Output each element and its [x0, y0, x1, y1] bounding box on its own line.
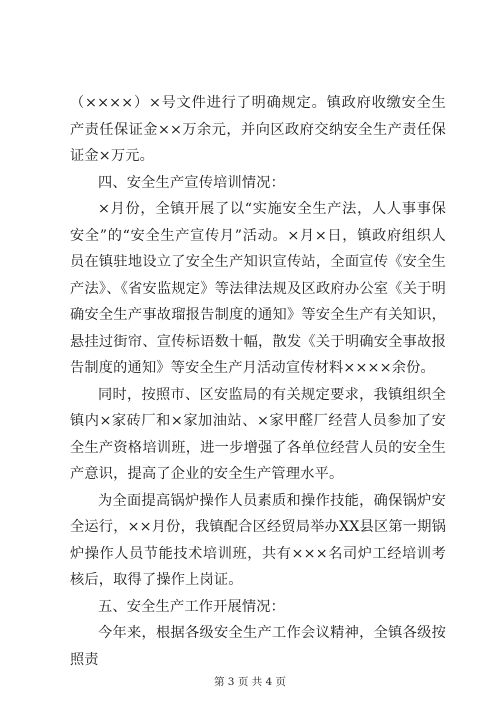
- section-heading-publicity-training: 四、安全生产宣传培训情况：: [98, 174, 286, 191]
- paragraph-safety-month: ×月份，全镇开展了以“实施安全生产法，人人事事保安全”的“安全生产宣传月”活动。×月×日，镇政府组织人员在镇驻地设立了安全生产知识宣传站，全面宣传《安全生产法》、《省安监规定》等法律法规及区政府办公室《关于明确安全生产事故瑠报告制度的通知》等安全生产有关知识，悬挂过街帘、宣传标语数十幅，散发《关于明确安全事故报告制度的通知》等安全生产月活动宣传材料××××余份。: [70, 201, 446, 376]
- paragraph-fee-collection: （××××）×号文件进行了明确规定。镇政府收缴安全生产责任保证金××万余元，并向区政府交纳安全生产责任保证金×万元。: [70, 95, 446, 164]
- page-number-footer: 第 3 页 共 4 页: [213, 676, 287, 688]
- section-heading-work-progress: 五、安全生产工作开展情况：: [98, 598, 286, 615]
- paragraph-work-progress-start: 今年来，根据各级安全生产工作会议精神，全镇各级按照责: [70, 625, 446, 668]
- document-body: [70, 90, 446, 673]
- paragraph-qualification-training: 同时，按照市、区安监局的有关规定要求，我镇组织全镇内×家砖厂和×家加油站、×家甲醛厂经营人员参加了安全生产资格培训班，进一步增强了各单位经营人员的安全生产意识，提高了企业的安全生产管理水平。: [70, 386, 446, 482]
- paragraph-boiler-training: 为全面提高锅炉操作人员素质和操作技能，确保锅炉安全运行，××月份，我镇配合区经贸局举办XX县区第一期锅炉操作人员节能技术培训班，共有×××名司炉工经培训考核后，取得了操作上岗证。: [70, 492, 446, 588]
